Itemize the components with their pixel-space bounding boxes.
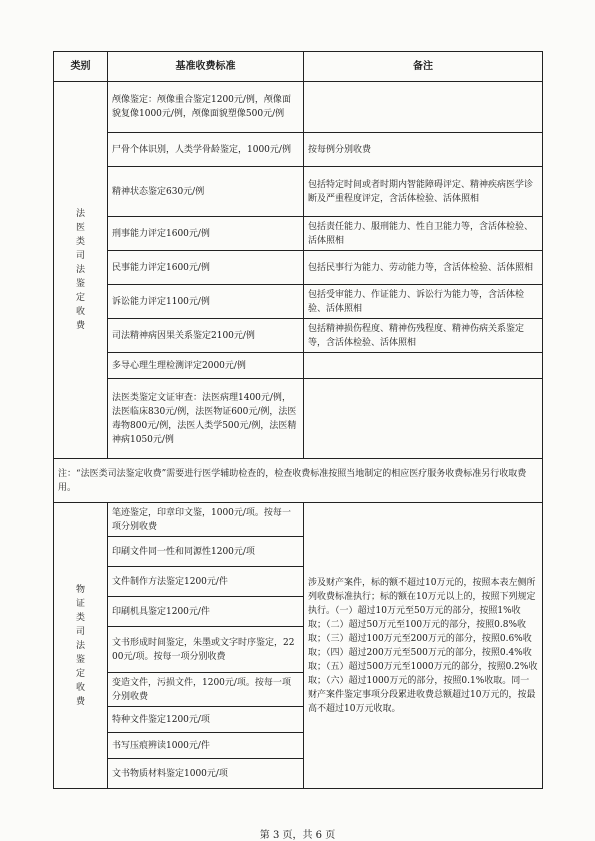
fee-table [53, 51, 543, 789]
standard-cell: 精神状态鉴定630元/例 [108, 167, 304, 217]
header-row [54, 52, 543, 82]
table-row [54, 217, 543, 251]
remark-cell: 包括受审能力、作证能力、诉讼行为能力等，含活体检验、活体照相 [304, 285, 543, 319]
header-remark: 备注 [304, 52, 543, 82]
remark-cell: 包括民事行为能力、劳动能力等，含活体检验、活体照相 [304, 251, 543, 285]
standard-cell: 刑事能力评定1600元/例 [108, 217, 304, 251]
forensic-category-cell [54, 82, 108, 459]
remark-cell [304, 379, 543, 459]
standard-cell: 多导心理生理检测评定2000元/例 [108, 353, 304, 379]
remark-cell: 包括精神损伤程度、精神伤残程度、精神伤病关系鉴定等，含活体检验、活体照相 [304, 319, 543, 353]
header-category: 类别 [54, 52, 108, 82]
table-row [54, 133, 543, 167]
standard-cell: 特种文件鉴定1200元/项 [108, 707, 304, 733]
remark-cell: 按每例分别收费 [304, 133, 543, 167]
table-row [54, 251, 543, 285]
standard-cell: 法医类鉴定文证审查：法医病理1400元/例，法医临床830元/例，法医物证600元/例，法医毒物800元/例，法医人类学500元/例，法医精神病1050元/例 [108, 379, 304, 459]
table-row [54, 379, 543, 459]
standard-cell: 文书形成时间鉴定，朱墨或文字时序鉴定，2200元/项。按每一项分别收费 [108, 627, 304, 673]
remark-cell: 包括特定时间或者时期内智能障碍评定、精神疾病医学诊断及严重程度评定，含活体检验、活体照相 [304, 167, 543, 217]
note-text: 注：“法医类司法鉴定收费”需要进行医学辅助检查的，检查收费标准按照当地制定的相应医疗服务收费标准另行收取费用。 [54, 459, 543, 503]
standard-cell: 变造文件，污损文件，1200元/项。按每一项分别收费 [108, 673, 304, 707]
standard-cell: 印刷文件同一性和同源性1200元/项 [108, 537, 304, 567]
note-row [54, 459, 543, 503]
property-case-remark: 涉及财产案件，标的额不超过10万元的，按照本表左侧所列收费标准执行；标的额在10万元以上的，按照下列规定执行。（一）超过10万元至50万元的部分，按照1%收取；（二）超过50万元至100万元的部分，按照0.8%收取；（三）超过100万元至200万元的部分，按照0.6%收取；（四）超过200万元至500万元的部分，按照0.4%收取；（五）超过500万元至1000万元的部分，按照0.2%收取；（六）超过1000万元的部分，按照0.1%收取。同一财产案件鉴定事项分段累进收费总额超过10万元的，按最高不超过10万元收取。 [304, 503, 543, 789]
physical-category-cell [54, 503, 108, 789]
table-row [54, 82, 543, 133]
standard-cell: 尸骨个体识别，人类学骨龄鉴定，1000元/例 [108, 133, 304, 167]
remark-cell [304, 82, 543, 133]
standard-cell: 文书物质材料鉴定1000元/项 [108, 759, 304, 789]
table-row [54, 353, 543, 379]
table-row [54, 285, 543, 319]
standard-cell: 文件制作方法鉴定1200元/件 [108, 567, 304, 597]
standard-cell: 司法精神病因果关系鉴定2100元/例 [108, 319, 304, 353]
physical-category-label: 物证类司法鉴定收费 [75, 584, 85, 707]
header-standard: 基准收费标准 [108, 52, 304, 82]
standard-cell: 书写压痕辨读1000元/件 [108, 733, 304, 759]
standard-cell: 笔迹鉴定，印章印文鉴，1000元/项。按每一项分别收费 [108, 503, 304, 537]
table-row [54, 167, 543, 217]
page-number: 第 3 页，共 6 页 [259, 830, 336, 841]
forensic-category-label: 法医类司法鉴定收费 [75, 209, 85, 331]
remark-cell [304, 353, 543, 379]
table-row [54, 319, 543, 353]
table-row [54, 503, 543, 537]
standard-cell: 民事能力评定1600元/例 [108, 251, 304, 285]
remark-cell: 包括责任能力、服刑能力、性自卫能力等，含活体检验、活体照相 [304, 217, 543, 251]
standard-cell: 印刷机具鉴定1200元/件 [108, 597, 304, 627]
standard-cell: 诉讼能力评定1100元/例 [108, 285, 304, 319]
standard-cell: 颅像鉴定：颅像重合鉴定1200元/例，颅像面貌复像1000元/例，颅像面貌塑像500元/例 [108, 82, 304, 133]
